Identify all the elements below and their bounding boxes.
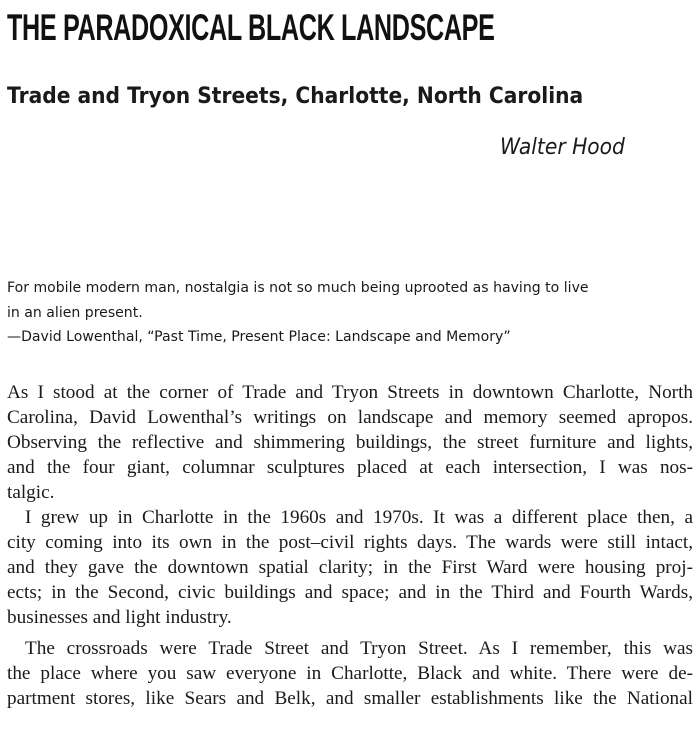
text-line: ects; in the Second, civic buildings and space; and in the Third and Fourth Wards, — [7, 582, 693, 603]
chapter-subtitle: Trade and Tryon Streets, Charlotte, North Carolina — [7, 84, 584, 109]
text-line: Observing the reflective and shimmering buildings, the street furniture and lights, — [7, 432, 693, 453]
text-line: The crossroads were Trade Street and Tryon Street. As I remember, this was — [25, 638, 693, 659]
text-line: talgic. — [7, 482, 55, 503]
text-line: and they gave the downtown spatial clarity; in the First Ward were housing proj- — [7, 557, 693, 578]
text-line: businesses and light industry. — [7, 607, 232, 628]
text-line: and the four giant, columnar sculptures placed at each intersection, I was nos- — [7, 457, 693, 478]
body-text — [7, 380, 693, 711]
author-name: Walter Hood — [500, 135, 625, 160]
epigraph-attribution: —David Lowenthal, “Past Time, Present Place: Landscape and Memory” — [7, 329, 511, 345]
text-line: city coming into its own in the post–civil rights days. The wards were still intact, — [7, 532, 693, 553]
text-line: the place where you saw everyone in Charlotte, Black and white. There were de- — [7, 663, 693, 684]
epigraph-line: in an alien present. — [7, 304, 143, 321]
paragraph — [7, 505, 693, 630]
paragraph — [7, 380, 693, 505]
paragraph — [7, 636, 693, 711]
epigraph — [7, 276, 698, 350]
text-line: Carolina, David Lowenthal’s writings on landscape and memory seemed apropos. — [7, 407, 693, 428]
epigraph-line: For mobile modern man, nostalgia is not so much being uprooted as having to live — [7, 280, 589, 296]
text-line: As I stood at the corner of Trade and Tryon Streets in downtown Charlotte, North — [7, 382, 693, 403]
chapter-title: THE PARADOXICAL BLACK LANDSCAPE — [7, 7, 495, 48]
text-line: partment stores, like Sears and Belk, and smaller establishments like the National — [7, 688, 693, 709]
text-line: I grew up in Charlotte in the 1960s and 1970s. It was a different place then, a — [25, 507, 693, 528]
